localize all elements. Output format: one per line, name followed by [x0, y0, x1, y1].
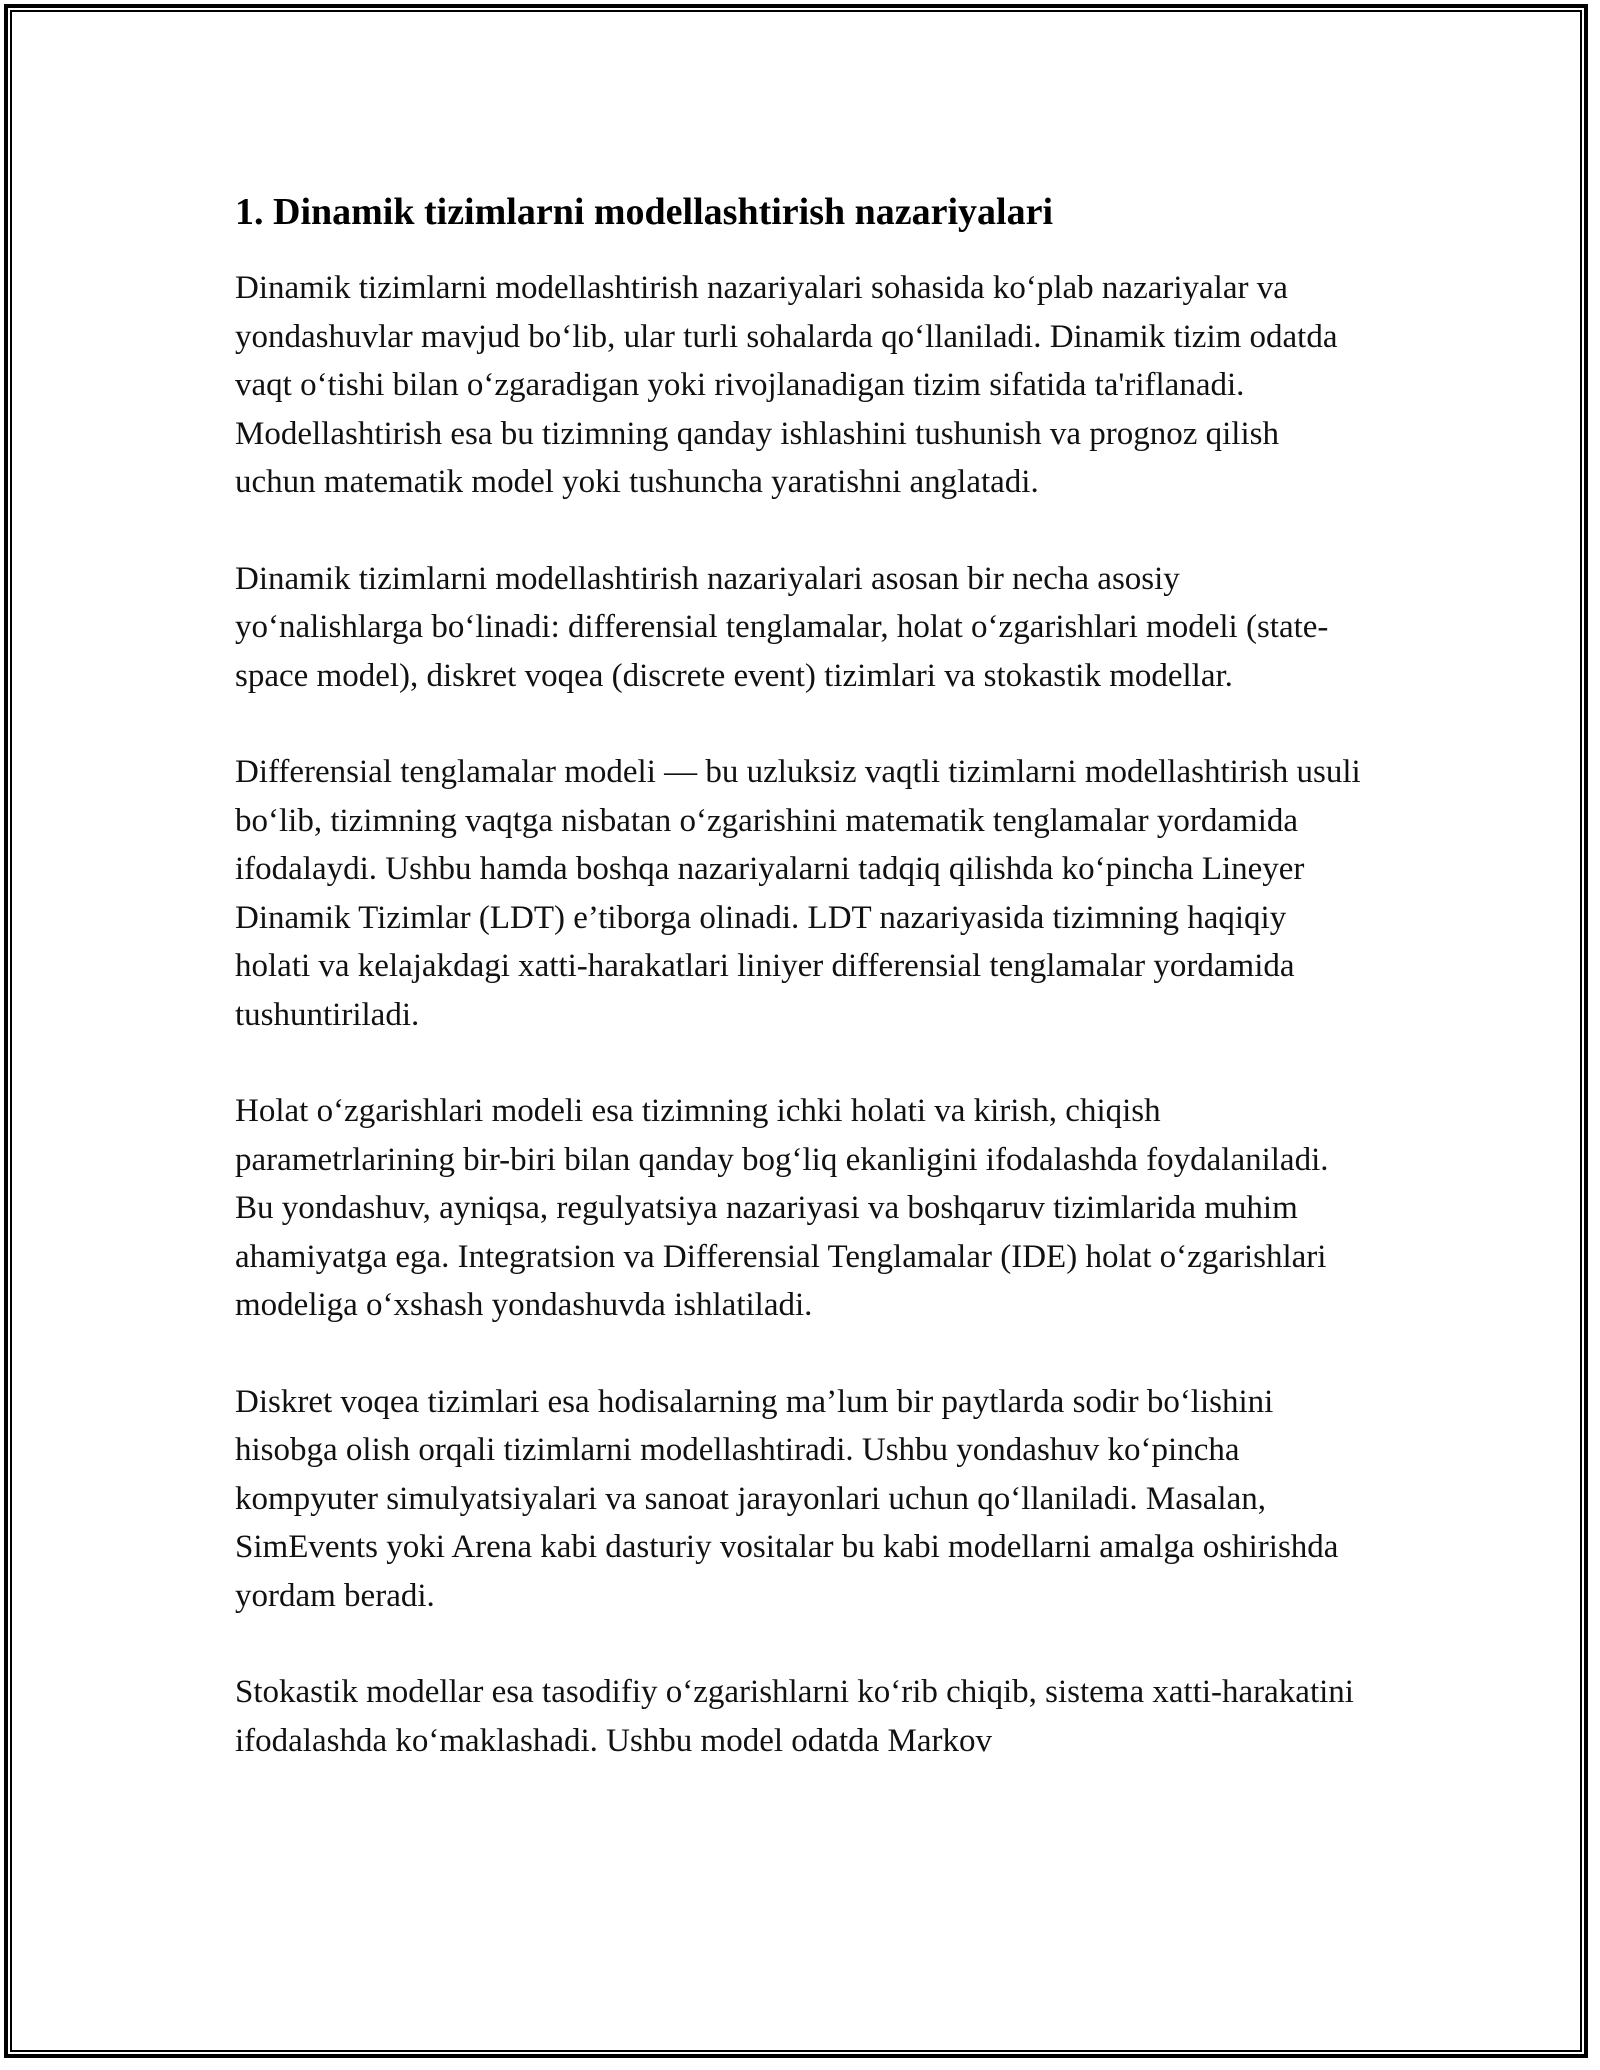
paragraph-state-space: Holat o‘zgarishlari modeli esa tizimning ichki holati va kirish, chiqish parametrlarining bir-biri bilan qanday bog‘liq ekanligini ifodalashda foydalaniladi. Bu yondashuv, ayniqsa, regulyatsiya nazariyasi va boshqaruv tizimlarida muhim ahamiyatga ega. Integratsion va Differensial Tenglamalar (IDE) holat o‘zgarishlari modeliga o‘xshash yondashuvda ishlatiladi. — [235, 1093, 1329, 1323]
paragraph-differential-equations: Differensial tenglamalar modeli — bu uzluksiz vaqtli tizimlarni modellashtirish usuli bo‘lib, tizimning vaqtga nisbatan o‘zgarishini matematik tenglamalar yordamida ifodalaydi. Ushbu hamda boshqa nazariyalarni tadqiq qilishda ko‘pincha Lineyer Dinamik Tizimlar (LDT) e’tiborga olinadi. LDT nazariyasida tizimning haqiqiy holati va kelajakdagi xatti-harakatlari liniyer differensial tenglamalar yordamida tushuntiriladi. — [235, 754, 1361, 1033]
paragraph-discrete-event: Diskret voqea tizimlari esa hodisalarning ma’lum bir paytlarda sodir bo‘lishini hisobga olish orqali tizimlarni modellashtiradi. Ushbu yondashuv ko‘pincha kompyuter simulyatsiyalari va sanoat jarayonlari uchun qo‘llaniladi. Masalan, SimEvents yoki Arena kabi dasturiy vositalar bu kabi modellarni amalga oshirishda yordam beradi. — [235, 1383, 1339, 1614]
document-body — [235, 188, 1365, 1813]
paragraph-directions: Dinamik tizimlarni modellashtirish nazariyalari asosan bir necha asosiy yo‘nalishlarga bo‘linadi: differensial tenglamalar, holat o‘zgarishlari modeli (state-space model), diskret voqea (discrete event) tizimlari va stokastik modellar. — [235, 560, 1329, 694]
paragraph-stochastic: Stokastik modellar esa tasodifiy o‘zgarishlarni ko‘rib chiqib, sistema xatti-harakatini ifodalashda ko‘maklashadi. Ushbu model odatda Markov — [235, 1674, 1354, 1759]
paragraph-intro: Dinamik tizimlarni modellashtirish nazariyalari sohasida ko‘plab nazariyalar va yondashuvlar mavjud bo‘lib, ular turli sohalarda qo‘llaniladi. Dinamik tizim odatda vaqt o‘tishi bilan o‘zgaradigan yoki rivojlanadigan tizim sifatida ta'riflanadi. Modellashtirish esa bu tizimning qanday ishlashini tushunish va prognoz qilish uchun matematik model yoki tushuncha yaratishni anglatadi. — [235, 270, 1338, 500]
section-heading: 1. Dinamik tizimlarni modellashtirish nazariyalari — [235, 191, 1054, 233]
